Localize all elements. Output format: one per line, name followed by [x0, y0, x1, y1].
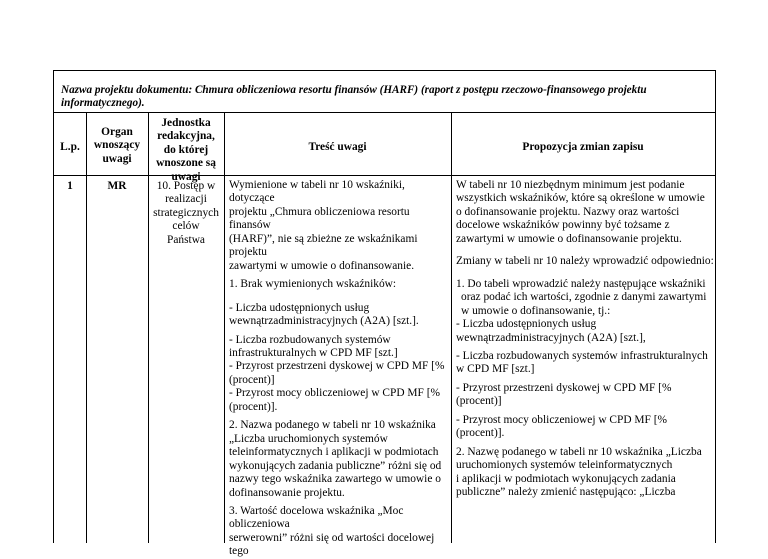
- col-divider: [451, 112, 452, 543]
- col-divider: [224, 112, 225, 543]
- header-propozycja: Propozycja zmian zapisu: [522, 141, 644, 153]
- project-title: Nazwa projektu dokumentu: Chmura obliczeniowa resortu finansów (HARF) (raport z postępu rzeczowo-finansowego projektu informatycznego).: [61, 84, 647, 110]
- row-jednostka: 10. Postęp w realizacji strategicznych celów Państwa: [153, 180, 219, 246]
- header-lp: L.p.: [60, 141, 80, 153]
- document-table: [53, 70, 716, 558]
- row-propozycja: W tabeli nr 10 niezbędnym minimum jest podanie wszystkich wskaźników, które są określone w umowie o dofinansowanie projektu. Nazwy oraz wartości docelowe wskaźników powinny być tożsame z zawartymi w umowie o dofinansowanie projektu. Zmiany w tabeli nr 10 należy wprowadzić odpowiednio: 1. Do tabeli wprowadzić należy następujące wskaźniki oraz podać ich wartości, zgodnie z danymi zawartymi w umowie o dofinansowanie, tj.: - Liczba udostępnionych usług wewnątrzadministracyjnych (A2A) [szt.], - Liczba rozbudowanych systemów infrastrukturalnych w CPD MF [szt.] - Przyrost przestrzeni dyskowej w CPD MF [% (procent)] - Przyrost mocy obliczeniowej w CPD MF [% (procent)]. 2. Nazwę podanego w tabeli nr 10 wskaźnika „Liczba uruchomionych systemów teleinformatycznych i aplikacji w podmiotach wykonujących zadania publiczne” należy zmienić następująco: „Liczba: [456, 179, 714, 499]
- row-tresc: Wymienione w tabeli nr 10 wskaźniki, dotyczące projektu „Chmura obliczeniowa resortu finansów (HARF)”, nie są zbieżne ze wskaźnikami projektu zawartymi w umowie o dofinansowanie. 1. Brak wymienionych wskaźników: - Liczba udostępnionych usług wewnątrzadministracyjnych (A2A) [szt.]. - Liczba rozbudowanych systemów infrastrukturalnych w CPD MF [szt.] - Przyrost przestrzeni dyskowej w CPD MF [% (procent)] - Przyrost mocy obliczeniowej w CPD MF [% (procent)]. 2. Nazwa podanego w tabeli nr 10 wskaźnika „Liczba uruchomionych systemów teleinformatycznych i aplikacji w podmiotach wykonujących zadania publiczne” różni się od nazwy tego wskaźnika zawartego w umowie o dofinansowanie projektu. 3. Wartość docelowa wskaźnika „Moc obliczeniowa serwerowni” różni się od wartości docelowej tego: [229, 179, 445, 558]
- header-tresc: Treść uwagi: [308, 141, 367, 153]
- project-title-row: [54, 71, 715, 113]
- col-divider: [86, 112, 87, 543]
- header-organ: Organ wnoszący uwagi: [93, 126, 141, 165]
- header-jednostka: Jednostka redakcyjna, do której wnoszone są uwagi: [156, 117, 216, 183]
- row-organ: MR: [107, 180, 127, 192]
- row-lp: 1: [67, 180, 73, 192]
